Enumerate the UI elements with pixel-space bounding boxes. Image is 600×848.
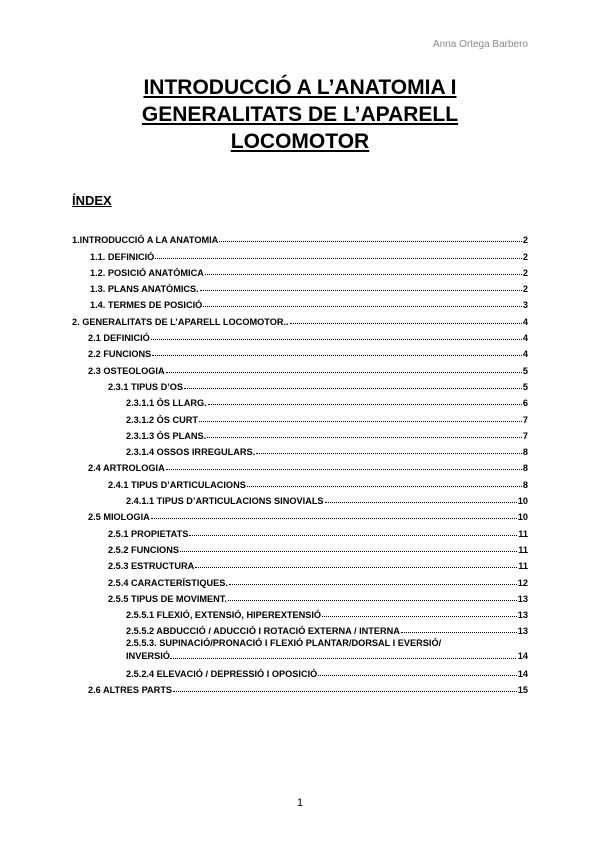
author-header: Anna Ortega Barbero (432, 39, 528, 50)
toc-entry-page: 11 (518, 544, 528, 555)
toc-entry-page: 6 (522, 398, 528, 409)
toc-entry[interactable] (72, 555, 528, 571)
toc-entry-page: 7 (522, 430, 528, 441)
toc-leader (290, 314, 522, 324)
toc-entry-label: 2.3.1.4 OSSOS IRREGULARS. (126, 447, 256, 458)
toc-leader (247, 477, 522, 487)
toc-entry-page: 2 (522, 251, 528, 262)
toc-entry-label: 2.5.5.3. SUPINACIÓ/PRONACIÓ I FLEXIÓ PLANTAR/DORSAL I EVERSIÓ/ (126, 638, 442, 649)
toc-entry-label: 2. GENERALITATS DE L’APARELL LOCOMOTOR.. (72, 316, 289, 327)
toc-entry[interactable] (72, 310, 528, 326)
toc-entry-label: 2.5.2 FUNCIONS (108, 544, 179, 555)
toc-entry-label: 2.1 DEFINICIÓ (88, 333, 150, 344)
toc-leader (166, 460, 522, 470)
toc-leader (401, 623, 517, 633)
toc-leader (195, 558, 517, 568)
toc-entry[interactable] (72, 571, 528, 587)
toc-entry-label: 2.3.1.3 ÒS PLANS. (126, 430, 207, 441)
toc-entry-page: 5 (522, 365, 528, 376)
toc-entry-page: 13 (517, 626, 528, 637)
toc-entry-page: 10 (517, 496, 528, 507)
toc-entry-label: 1.1. DEFINICIÓ (90, 251, 155, 262)
toc-entry[interactable] (72, 588, 528, 604)
toc-entry[interactable] (72, 229, 528, 245)
toc-leader (207, 428, 522, 438)
toc-leader (322, 607, 517, 617)
toc-entry-page: 8 (522, 447, 528, 458)
toc-entry-label: 2.3.1 TIPUS D’OS (108, 381, 184, 392)
toc-leader (180, 542, 517, 552)
toc-entry[interactable] (72, 441, 528, 457)
toc-entry[interactable] (72, 376, 528, 392)
toc-entry-label: 1.INTRODUCCIÓ A LA ANATOMIA (72, 235, 219, 246)
toc-entry-page: 4 (522, 333, 528, 344)
title-line-2: GENERALITATS DE L’APARELL (141, 103, 459, 126)
toc-entry-page: 2 (522, 235, 528, 246)
toc-leader (151, 330, 522, 340)
toc-entry-label: 2.2 FUNCIONS (88, 349, 152, 360)
toc-entry-label: 2.5.5 TIPUS DE MOVIMENT. (108, 593, 227, 604)
toc-entry[interactable] (72, 620, 528, 636)
toc-entry-label: 2.3.1.1 ÒS LLARG. (126, 398, 207, 409)
toc-leader (325, 493, 517, 503)
toc-entry-label: 2.5.3 ESTRUCTURA (108, 561, 195, 572)
toc-entry-label: 2.4.1.1 TIPUS D’ARTICULACIONS SINOVIALS (126, 496, 324, 507)
table-of-contents (72, 229, 528, 695)
toc-entry-label: 2.5.2.4 ELEVACIÓ / DEPRESSIÓ I OPOSICIÓ (126, 668, 318, 679)
toc-entry-page: 13 (517, 593, 528, 604)
toc-entry[interactable] (72, 539, 528, 555)
title-line-1: INTRODUCCIÓ A L’ANATOMIA I (143, 76, 457, 99)
toc-entry[interactable] (72, 425, 528, 441)
toc-entry[interactable] (72, 408, 528, 424)
toc-leader (208, 395, 522, 405)
toc-entry[interactable] (72, 604, 528, 620)
toc-leader (151, 509, 517, 519)
document-title (0, 74, 600, 155)
toc-leader (173, 682, 517, 692)
toc-entry-label: 2.3 OSTEOLOGIA (88, 365, 165, 376)
toc-entry[interactable] (72, 262, 528, 278)
toc-entry[interactable] (72, 343, 528, 359)
toc-entry[interactable] (72, 278, 528, 294)
toc-leader (219, 232, 522, 242)
toc-leader (203, 297, 522, 307)
toc-entry-page: 14 (517, 651, 528, 662)
toc-entry[interactable] (72, 522, 528, 538)
toc-entry[interactable] (72, 392, 528, 408)
toc-entry-page: 10 (517, 512, 528, 523)
page-number: 1 (296, 797, 304, 809)
toc-entry[interactable] (72, 662, 528, 678)
toc-entry-page: 11 (518, 561, 528, 572)
toc-leader (229, 575, 517, 585)
toc-entry-label: 2.5.5.2 ABDUCCIÓ / ADUCCIÓ I ROTACIÓ EXTERNA / INTERNA (126, 626, 400, 637)
title-line-3: LOCOMOTOR (230, 130, 370, 153)
toc-entry-label: 1.4. TERMES DE POSICIÓ (90, 300, 203, 311)
toc-entry-page: 14 (517, 668, 528, 679)
toc-entry[interactable] (72, 294, 528, 310)
toc-entry[interactable] (72, 490, 528, 506)
index-heading: ÍNDEX (72, 193, 112, 208)
toc-entry-label: 2.5.1 PROPIETATS (108, 528, 189, 539)
toc-entry-label: 2.3.1.2 ÒS CURT (126, 414, 198, 425)
toc-leader (318, 666, 516, 676)
toc-entry-label: 2.5.4 CARACTERÍSTIQUES. (108, 577, 228, 588)
toc-entry-page: 7 (522, 414, 528, 425)
toc-entry-page: 4 (522, 316, 528, 327)
toc-entry-label: 1.2. POSICIÓ ANATÒMICA (90, 267, 204, 278)
toc-leader (170, 649, 516, 659)
toc-entry-label: 2.6 ALTRES PARTS (88, 685, 173, 696)
toc-leader (166, 363, 522, 373)
toc-entry[interactable] (72, 327, 528, 343)
toc-leader (199, 412, 522, 422)
toc-entry-page: 5 (522, 381, 528, 392)
toc-leader (152, 346, 522, 356)
toc-entry-page: 11 (518, 528, 528, 539)
toc-leader (184, 379, 522, 389)
toc-entry[interactable] (72, 359, 528, 375)
toc-entry-page: 2 (522, 267, 528, 278)
toc-entry[interactable] (72, 679, 528, 695)
toc-entry[interactable] (72, 457, 528, 473)
toc-leader (228, 591, 517, 601)
toc-entry[interactable] (72, 636, 528, 662)
toc-entry-page: 12 (517, 577, 528, 588)
toc-leader (256, 444, 522, 454)
toc-entry-page: 4 (522, 349, 528, 360)
toc-entry-page: 2 (522, 284, 528, 295)
toc-entry-label-continued: INVERSIÓ (126, 651, 170, 662)
toc-entry[interactable] (72, 473, 528, 489)
toc-entry-page: 15 (517, 685, 528, 696)
toc-entry-label: 2.5 MIOLOGIA (88, 512, 150, 523)
toc-entry-page: 3 (522, 300, 528, 311)
toc-entry-label: 2.4.1 TIPUS D’ARTICULACIONS (108, 479, 246, 490)
toc-entry[interactable] (72, 245, 528, 261)
toc-leader (200, 281, 522, 291)
toc-leader (155, 249, 522, 259)
toc-entry-page: 8 (522, 463, 528, 474)
toc-entry-label: 2.4 ARTROLOGIA (88, 463, 165, 474)
toc-entry-page: 8 (522, 479, 528, 490)
toc-entry-page: 13 (517, 610, 528, 621)
toc-leader (205, 265, 522, 275)
toc-entry-label: 1.3. PLANS ANATÒMICS. (90, 284, 199, 295)
toc-leader (189, 526, 517, 536)
toc-entry-label: 2.5.5.1 FLEXIÓ, EXTENSIÓ, HIPEREXTENSIÓ (126, 610, 322, 621)
toc-entry[interactable] (72, 506, 528, 522)
